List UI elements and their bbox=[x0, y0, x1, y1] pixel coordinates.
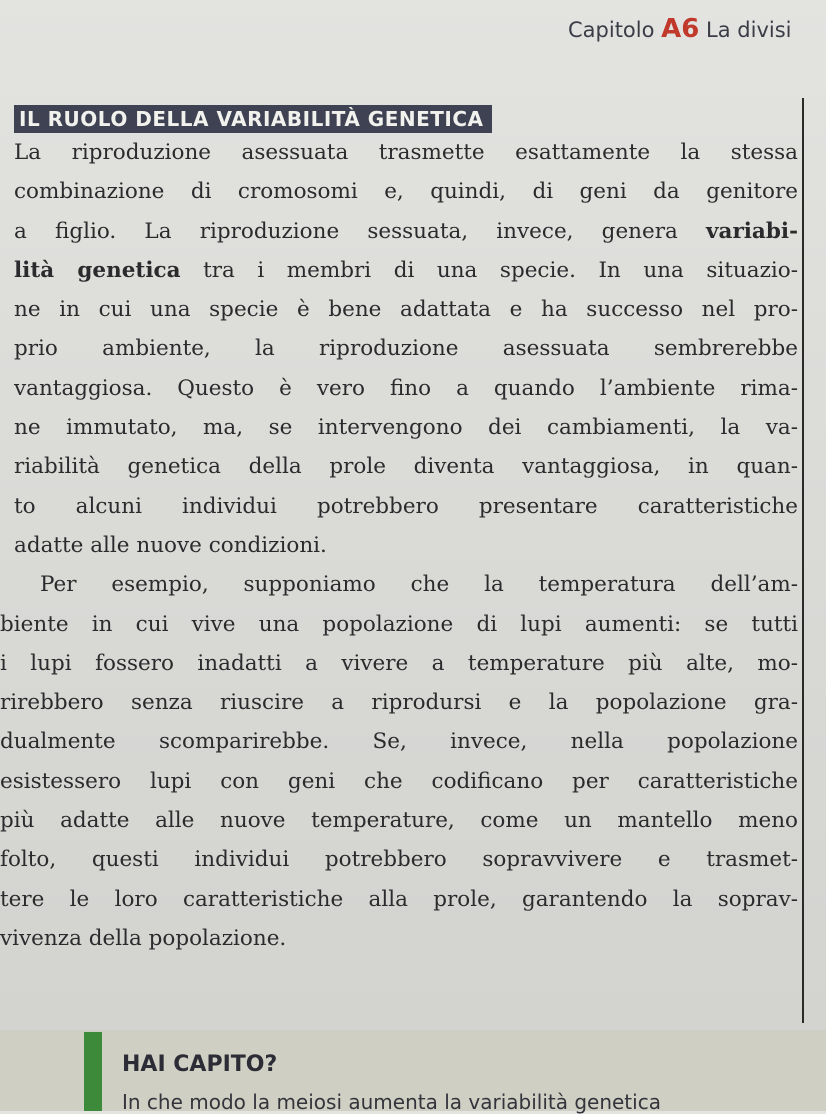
text-line: folto, questi individui potrebbero sopravvivere e trasmet- bbox=[0, 847, 798, 873]
paragraph-2 bbox=[0, 565, 798, 958]
text-line bbox=[14, 212, 798, 251]
text-line: più adatte alle nuove temperature, come un mantello meno bbox=[0, 808, 798, 834]
text-line: Per esempio, supponiamo che la temperatura dell’am- bbox=[40, 572, 798, 598]
text-line: esistessero lupi con geni che codificano per caratteristiche bbox=[0, 768, 798, 794]
chapter-title: La divisi bbox=[699, 18, 792, 42]
text-line: riabilità genetica della prole diventa vantaggiosa, in quan- bbox=[14, 454, 798, 480]
text-line: ne immutato, ma, se intervengono dei cambiamenti, la va- bbox=[14, 415, 798, 441]
body-text bbox=[0, 133, 798, 958]
text-line: ne in cui una specie è bene adattata e ha successo nel pro- bbox=[14, 297, 798, 323]
paragraph-1 bbox=[0, 133, 798, 565]
text-span: tra i membri di una specie. In una situazio- bbox=[180, 257, 798, 283]
text-line: to alcuni individui potrebbero presentare caratteristiche bbox=[14, 493, 798, 519]
text-line: vivenza della popolazione. bbox=[0, 925, 287, 951]
margin-rule bbox=[802, 98, 804, 1023]
text-line: adatte alle nuove condizioni. bbox=[14, 532, 327, 558]
text-line: prio ambiente, la riproduzione asessuata sembrerebbe bbox=[14, 336, 798, 362]
text-line: La riproduzione asessuata trasmette esattamente la stessa bbox=[14, 140, 798, 165]
quiz-question: In che modo la meiosi aumenta la variabilità genetica bbox=[122, 1090, 661, 1114]
text-line: i lupi fossero inadatti a vivere a temperature più alte, mo- bbox=[0, 650, 798, 676]
section-title: IL RUOLO DELLA VARIABILITÀ GENETICA bbox=[14, 105, 492, 133]
text-line: rirebbero senza riuscire a riprodursi e la popolazione gra- bbox=[0, 690, 798, 716]
text-line: biente in cui vive una popolazione di lupi aumenti: se tutti bbox=[0, 611, 798, 637]
quiz-box bbox=[0, 1030, 826, 1114]
bold-term: lità genetica bbox=[14, 257, 181, 283]
text-line: vantaggiosa. Questo è vero fino a quando l’ambiente rima- bbox=[14, 375, 798, 401]
bold-term: variabi- bbox=[706, 218, 798, 244]
text-line: dualmente scomparirebbe. Se, invece, nella popolazione bbox=[0, 729, 798, 755]
chapter-header bbox=[568, 14, 791, 44]
quiz-accent-bar bbox=[84, 1032, 102, 1111]
text-line: tere le loro caratteristiche alla prole, garantendo la soprav- bbox=[0, 886, 798, 912]
chapter-number: A6 bbox=[661, 14, 700, 44]
text-line: combinazione di cromosomi e, quindi, di geni da genitore bbox=[14, 179, 798, 205]
text-span: a figlio. La riproduzione sessuata, invece, genera bbox=[14, 218, 707, 244]
quiz-title: HAI CAPITO? bbox=[122, 1052, 278, 1077]
text-line bbox=[14, 251, 798, 290]
chapter-prefix: Capitolo bbox=[568, 18, 662, 42]
